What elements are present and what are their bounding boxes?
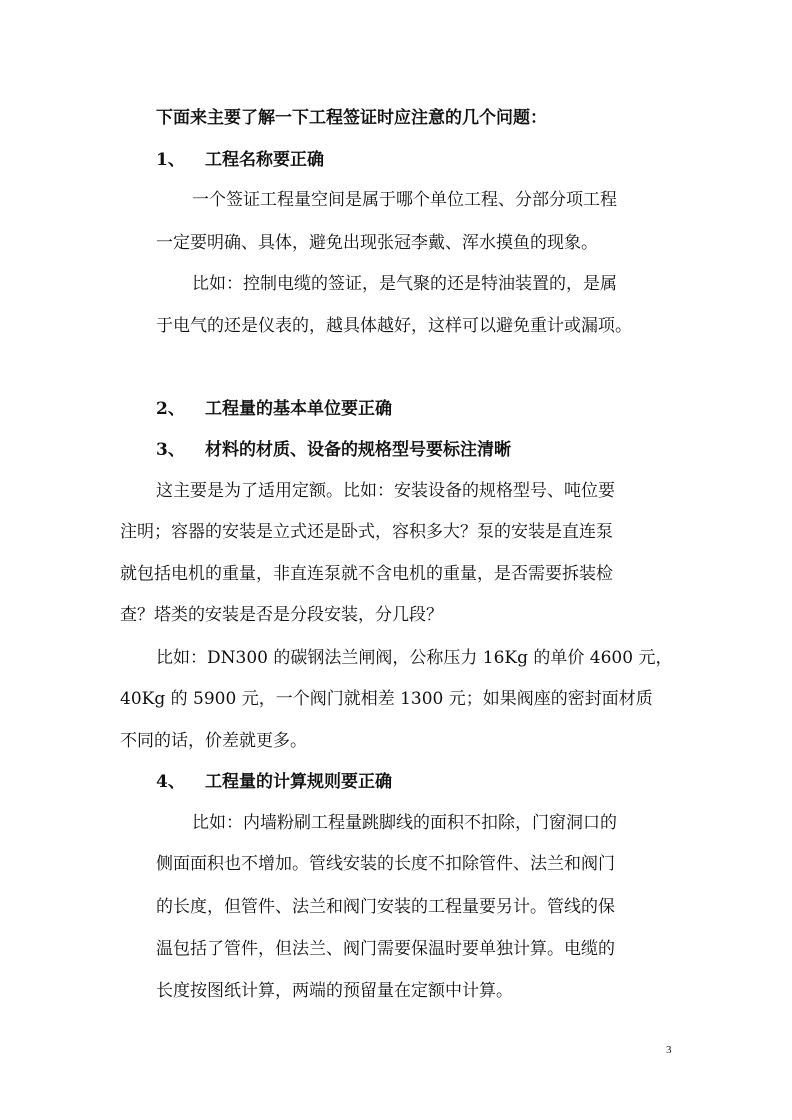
section-3-para-1-line-4: 查？塔类的安装是否是分段安装，分几段？: [120, 605, 443, 625]
section-3-para-2-line-2: 40Kg 的 5900 元，一个阀门就相差 1300 元；如果阀座的密封面材质: [120, 689, 653, 709]
section-3-para-2-line-1: 比如：DN300 的碳钢法兰闸阀，公称压力 16Kg 的单价 4600 元，: [156, 648, 673, 668]
section-4-number: 4、: [156, 772, 185, 792]
section-2-number: 2、: [156, 399, 185, 419]
section-3-para-1-line-2: 注明；容器的安装是立式还是卧式，容积多大？泵的安装是直连泵: [120, 522, 613, 542]
section-1-para-1-line-2: 一定要明确、具体，避免出现张冠李戴、浑水摸鱼的现象。: [156, 233, 598, 253]
section-3-para-1-line-1: 这主要是为了适用定额。比如：安装设备的规格型号、吨位要: [156, 481, 615, 501]
section-1-para-2-line-2: 于电气的还是仪表的，越具体越好，这样可以避免重计或漏项。: [156, 316, 632, 336]
section-4-para-1-line-1: 比如：内墙粉刷工程量跳脚线的面积不扣除，门窗洞口的: [192, 813, 617, 833]
section-3-number: 3、: [156, 440, 185, 460]
section-4-para-1-line-3: 的长度，但管件、法兰和阀门安装的工程量要另计。管线的保: [156, 897, 615, 917]
section-1-title: 工程名称要正确: [205, 150, 324, 170]
section-1-para-2-line-1: 比如：控制电缆的签证，是气聚的还是特油装置的，是属: [192, 274, 617, 294]
section-2-title: 工程量的基本单位要正确: [205, 399, 392, 419]
intro-heading: 下面来主要了解一下工程签证时应注意的几个问题：: [156, 108, 547, 128]
page-number: 3: [666, 1044, 672, 1056]
section-4-para-1-line-5: 长度按图纸计算，两端的预留量在定额中计算。: [156, 981, 513, 1001]
section-1-para-1-line-1: 一个签证工程量空间是属于哪个单位工程、分部分项工程: [192, 190, 617, 210]
section-3-title: 材料的材质、设备的规格型号要标注清晰: [205, 440, 511, 460]
section-4-para-1-line-4: 温包括了管件，但法兰、阀门需要保温时要单独计算。电缆的: [156, 939, 615, 959]
section-4-para-1-line-2: 侧面面积也不增加。管线安装的长度不扣除管件、法兰和阀门: [156, 854, 615, 874]
section-4-title: 工程量的计算规则要正确: [205, 772, 392, 792]
section-3-para-1-line-3: 就包括电机的重量，非直连泵就不含电机的重量，是否需要拆装检: [120, 564, 613, 584]
section-1-number: 1、: [156, 150, 185, 170]
section-3-para-2-line-3: 不同的话，价差就更多。: [120, 731, 307, 751]
